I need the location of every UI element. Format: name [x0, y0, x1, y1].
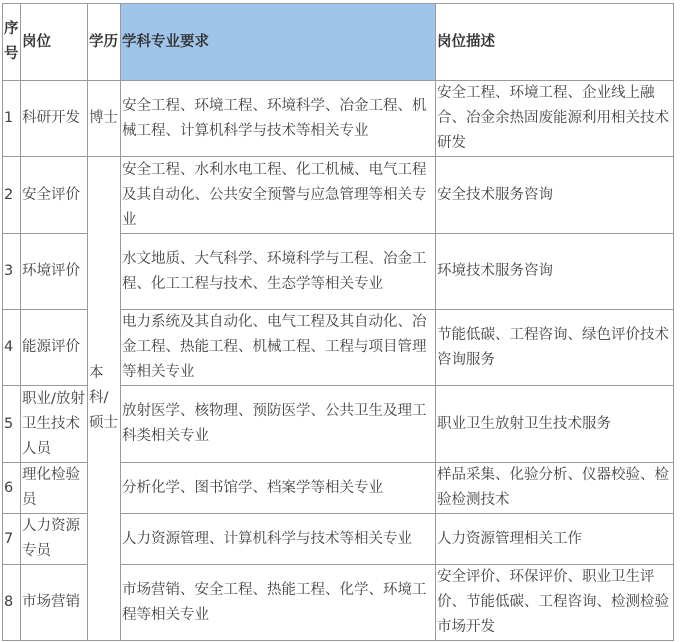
- cell-major: 人力资源管理、计算机科学与技术等相关专业: [121, 514, 436, 565]
- cell-description: 样品采集、化验分析、仪器校验、检验检测技术: [436, 463, 674, 514]
- cell-description: 安全评价、环保评价、职业卫生评价、节能低碳、工程咨询、检测检验市场开发: [436, 565, 674, 641]
- cell-position: 职业/放射卫生技术人员: [21, 386, 88, 463]
- cell-education: 博士: [88, 81, 121, 157]
- cell-major: 分析化学、图书馆学、档案学等相关专业: [121, 463, 436, 514]
- cell-description: 安全工程、环境工程、企业线上融合、冶金余热固废能源利用相关技术研发: [436, 81, 674, 157]
- cell-no: 6: [3, 463, 21, 514]
- cell-major: 电力系统及其自动化、电气工程及其自动化、冶金工程、热能工程、机械工程、工程与项目管理等相关专业: [121, 310, 436, 386]
- cell-education: 本科/硕士: [88, 157, 121, 641]
- header-education: 学历: [88, 4, 121, 81]
- cell-major: 市场营销、安全工程、热能工程、化学、环境工程等相关专业: [121, 565, 436, 641]
- table-row: [3, 81, 674, 157]
- header-description: 岗位描述: [436, 4, 674, 81]
- cell-position: 市场营销: [21, 565, 88, 641]
- cell-position: 环境评价: [21, 234, 88, 310]
- cell-description: 职业卫生放射卫生技术服务: [436, 386, 674, 463]
- cell-description: 节能低碳、工程咨询、绿色评价技术咨询服务: [436, 310, 674, 386]
- table-row: [3, 157, 674, 234]
- cell-no: 4: [3, 310, 21, 386]
- cell-position: 安全评价: [21, 157, 88, 234]
- cell-position: 能源评价: [21, 310, 88, 386]
- cell-no: 1: [3, 81, 21, 157]
- cell-major: 安全工程、水利水电工程、化工机械、电气工程及其自动化、公共安全预警与应急管理等相关专业: [121, 157, 436, 234]
- cell-no: 5: [3, 386, 21, 463]
- header-no: 序号: [3, 4, 21, 81]
- cell-no: 2: [3, 157, 21, 234]
- cell-no: 8: [3, 565, 21, 641]
- cell-description: 安全技术服务咨询: [436, 157, 674, 234]
- cell-description: 人力资源管理相关工作: [436, 514, 674, 565]
- cell-major: 安全工程、环境工程、环境科学、冶金工程、机械工程、计算机科学与技术等相关专业: [121, 81, 436, 157]
- cell-position: 理化检验员: [21, 463, 88, 514]
- cell-major: 水文地质、大气科学、环境科学与工程、冶金工程、化工工程与技术、生态学等相关专业: [121, 234, 436, 310]
- cell-position: 人力资源专员: [21, 514, 88, 565]
- cell-description: 环境技术服务咨询: [436, 234, 674, 310]
- header-major: 学科专业要求: [121, 4, 436, 81]
- table-header-row: [3, 4, 674, 81]
- cell-no: 3: [3, 234, 21, 310]
- cell-major: 放射医学、核物理、预防医学、公共卫生及理工科类相关专业: [121, 386, 436, 463]
- job-table: [2, 3, 674, 641]
- cell-position: 科研开发: [21, 81, 88, 157]
- header-position: 岗位: [21, 4, 88, 81]
- cell-no: 7: [3, 514, 21, 565]
